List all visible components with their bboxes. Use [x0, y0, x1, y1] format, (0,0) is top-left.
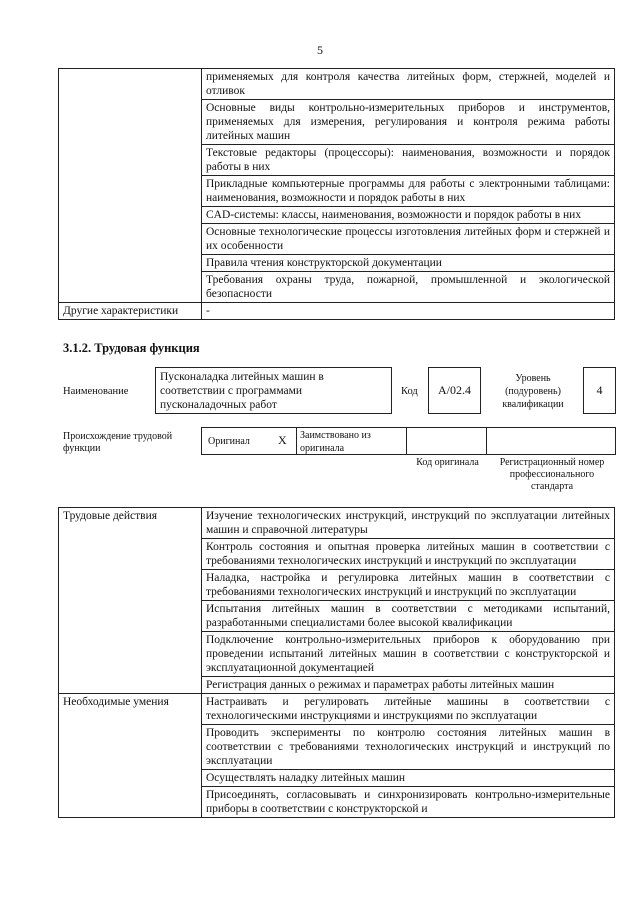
- table-cell: Изучение технологических инструкций, инструкций по эксплуатации литейных машин и справочной литературы: [202, 508, 615, 539]
- original-cell: [201, 427, 297, 455]
- table-label-cell: [59, 69, 202, 303]
- table-cell: Регистрация данных о режимах и параметрах работы литейных машин: [202, 677, 615, 694]
- original-code-caption: Код оригинала: [416, 457, 479, 468]
- table-cell: Испытания литейных машин в соответствии с методиками испытаний, разработанными специалистами более высокой квалификации: [202, 601, 615, 632]
- borrowed-cell: [296, 427, 407, 455]
- required-skills-label: Необходимые умения: [59, 694, 202, 818]
- labor-actions-label: Трудовые действия: [59, 508, 202, 694]
- level-box: 4: [583, 367, 616, 414]
- table-cell: применяемых для контроля качества литейных форм, стержней, моделей и отливок: [202, 69, 615, 100]
- function-name-box: Пусконаладка литейных машин в соответствии с программами пусконаладочных работ: [155, 367, 392, 414]
- table-cell: Проводить эксперименты по контролю состояния литейных машин в соответствии с требованиями технологических инструкций и инструкций по эксплуатации: [202, 725, 615, 770]
- table-row: [59, 69, 615, 100]
- table-cell: Подключение контрольно-измерительных приборов к оборудованию при проведении испытаний литейных машин в соответствии с конструкторской и эксплуатационной документацией: [202, 632, 615, 677]
- name-label: Наименование: [63, 386, 129, 397]
- borrowed-label: Заимствовано из оригинала: [300, 430, 371, 454]
- function-details-table: [58, 507, 615, 818]
- level-label: Уровень (подуровень) квалификации: [502, 373, 564, 410]
- table-cell: Текстовые редакторы (процессоры): наименования, возможности и порядок работы в них: [202, 145, 615, 176]
- original-label: Оригинал: [208, 436, 250, 447]
- code-label: Код: [401, 386, 418, 397]
- table-cell: Осуществлять наладку литейных машин: [202, 770, 615, 787]
- code-box: A/02.4: [428, 367, 481, 414]
- table-row: [59, 303, 615, 320]
- table-cell: Основные виды контрольно-измерительных приборов и инструментов, применяемых для измерения, регулирования и контроля режима работы литейных машин: [202, 100, 615, 145]
- table-row: [59, 694, 615, 725]
- table-row: [59, 508, 615, 539]
- original-code-cell: [406, 427, 487, 455]
- table-cell: Наладка, настройка и регулировка литейных машин в соответствии с требованиями технологических инструкций и инструкций по эксплуатации: [202, 570, 615, 601]
- origin-label: Происхождение трудовой функции: [63, 431, 173, 454]
- table-cell: Настраивать и регулировать литейные машины в соответствии с технологическими инструкциями и инструкциями по эксплуатации: [202, 694, 615, 725]
- section-title: 3.1.2. Трудовая функция: [63, 341, 200, 355]
- table-cell: Требования охраны труда, пожарной, промышленной и экологической безопасности: [202, 272, 615, 303]
- table-cell: Прикладные компьютерные программы для работы с электронными таблицами: наименования, возможности и порядок работы в них: [202, 176, 615, 207]
- original-mark: X: [278, 433, 287, 447]
- table-cell: CAD-системы: классы, наименования, возможности и порядок работы в них: [202, 207, 615, 224]
- registration-number-cell: [486, 427, 616, 455]
- registration-number-caption: Регистрационный номер профессионального стандарта: [499, 457, 605, 492]
- table-cell: Контроль состояния и опытная проверка литейных машин в соответствии с требованиями технологических инструкций и инструкций по эксплуатации: [202, 539, 615, 570]
- knowledge-table: [58, 68, 615, 320]
- other-characteristics-label: Другие характеристики: [59, 303, 202, 320]
- table-cell: Присоединять, согласовывать и синхронизировать контрольно-измерительные приборы в соответствии с конструкторской и: [202, 787, 615, 818]
- table-cell: Правила чтения конструкторской документации: [202, 255, 615, 272]
- other-characteristics-value: -: [202, 303, 615, 320]
- table-cell: Основные технологические процессы изготовления литейных форм и стержней и их особенности: [202, 224, 615, 255]
- page-number: 5: [317, 43, 323, 57]
